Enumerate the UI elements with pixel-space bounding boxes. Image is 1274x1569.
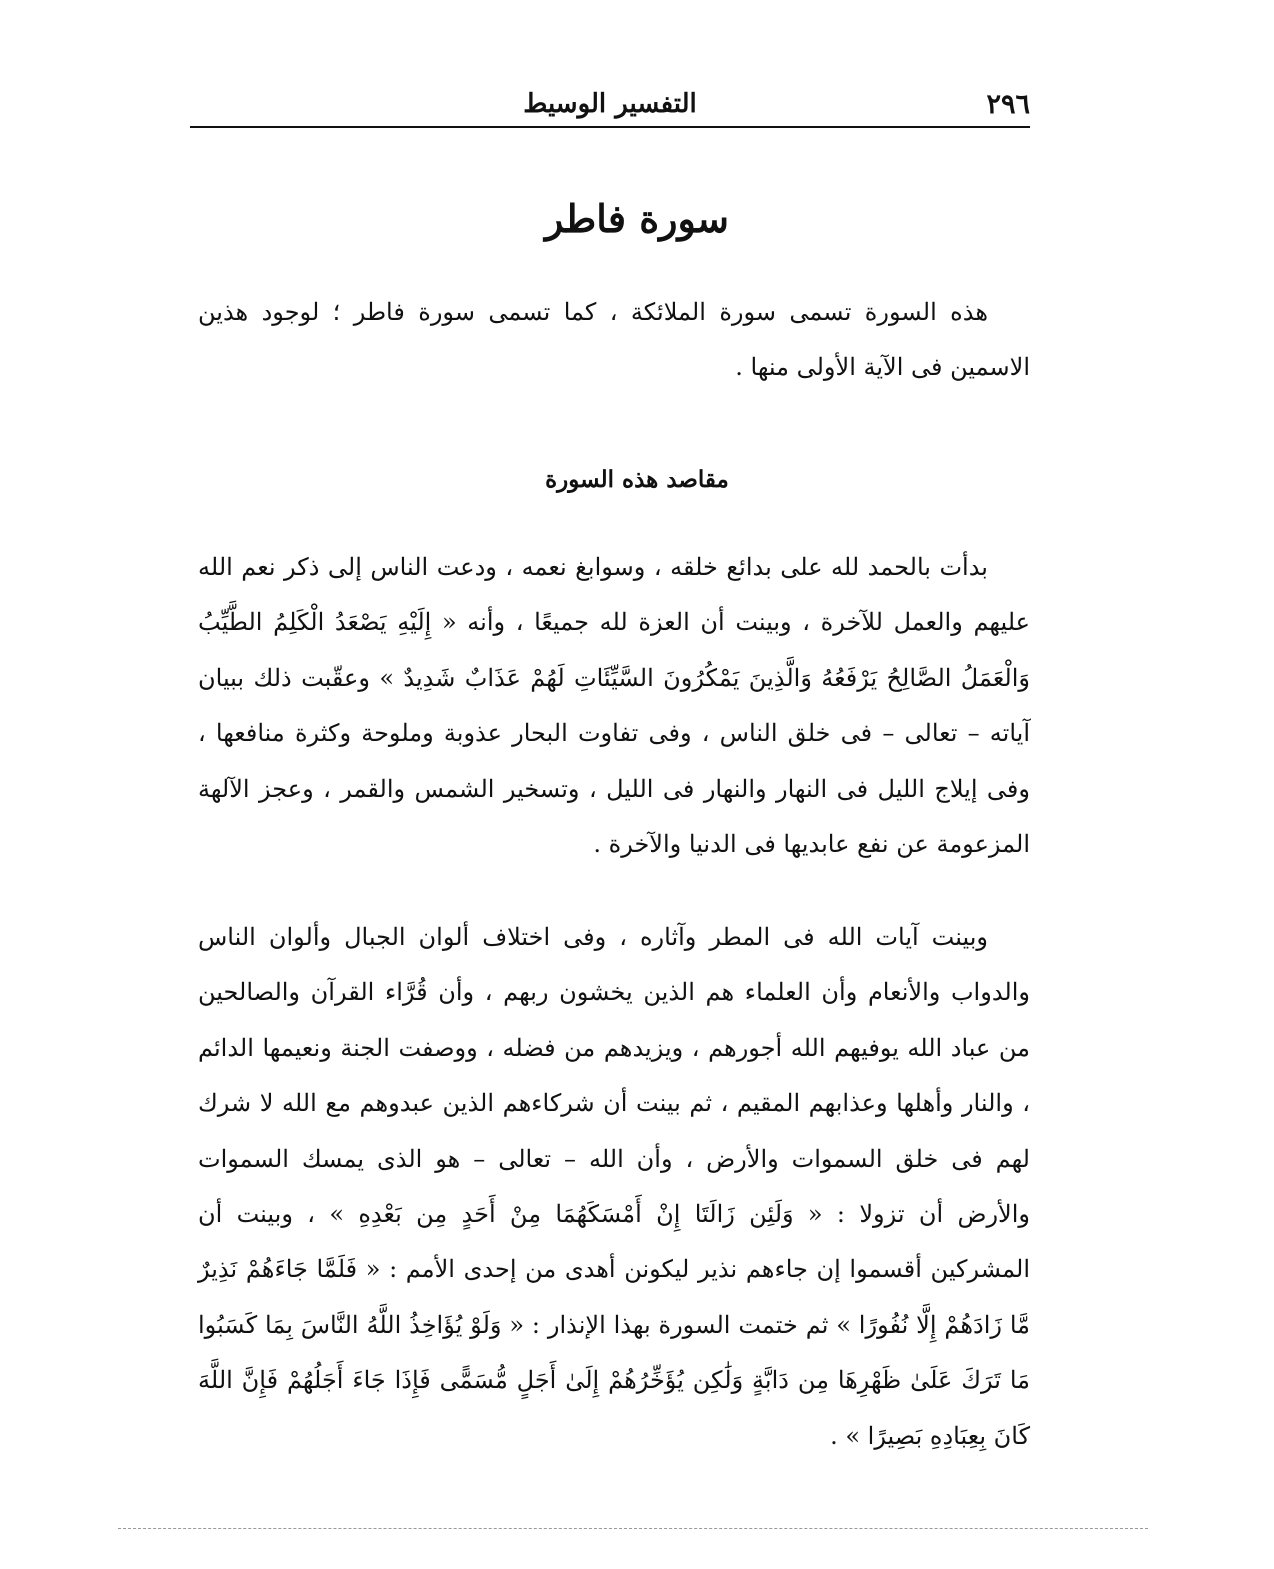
header-rule — [190, 126, 1030, 128]
section-heading: مقاصد هذه السورة — [545, 466, 729, 493]
intro-paragraph: هذه السورة تسمى سورة الملائكة ، كما تسمى سورة فاطر ؛ لوجود هذين الاسمين فى الآية الأولى منها . — [198, 298, 1030, 382]
page-header — [190, 82, 1030, 126]
body-paragraph-1: بدأت بالحمد لله على بدائع خلقه ، وسوابغ نعمه ، ودعت الناس إلى ذكر نعم الله عليهم والعمل للآخرة ، وبينت أن العزة لله جميعًا ، وأنه « إِلَيْهِ يَصْعَدُ الْكَلِمُ الطَّيِّبُ وَالْعَمَلُ الصَّالِحُ يَرْفَعُهُ وَالَّذِينَ يَمْكُرُونَ السَّيِّئَاتِ لَهُمْ عَذَابٌ شَدِيدٌ » وعقّبت ذلك ببيان آياته – تعالى – فى خلق الناس ، وفى تفاوت البحار عذوبة وملوحة وكثرة منافعها ، وفى إيلاج الليل فى النهار والنهار فى الليل ، وتسخير الشمس والقمر ، وعجز الآلهة المزعومة عن نفع عابديها فى الدنيا والآخرة . — [198, 553, 1030, 859]
page-number: ٢٩٦ — [986, 88, 1030, 120]
page-bottom-edge — [118, 1528, 1148, 1529]
body-paragraph-2: وبينت آيات الله فى المطر وآثاره ، وفى اختلاف ألوان الجبال وألوان الناس والدواب والأنعام وأن العلماء هم الذين يخشون ربهم ، وأن قُرَّاء القرآن والصالحين من عباد الله يوفيهم الله أجورهم ، ويزيدهم من فضله ، ووصفت الجنة ونعيمها الدائم ، والنار وأهلها وعذابهم المقيم ، ثم بينت أن شركاءهم الذين عبدوهم مع الله لا شرك لهم فى خلق السموات والأرض ، وأن الله – تعالى – هو الذى يمسك السموات والأرض أن تزولا : « وَلَئِن زَالَتَا إِنْ أَمْسَكَهُمَا مِنْ أَحَدٍ مِن بَعْدِهِ » ، وبينت أن المشركين أقسموا إن جاءهم نذير ليكونن أهدى من إحدى الأمم : « فَلَمَّا جَاءَهُمْ نَذِيرٌ مَّا زَادَهُمْ إِلَّا نُفُورًا » ثم ختمت السورة بهذا الإنذار : « وَلَوْ يُؤَاخِذُ اللَّهُ النَّاسَ بِمَا كَسَبُوا مَا تَرَكَ عَلَىٰ ظَهْرِهَا مِن دَابَّةٍ وَلَٰكِن يُؤَخِّرُهُمْ إِلَىٰ أَجَلٍ مُّسَمًّى فَإِذَا جَاءَ أَجَلُهُمْ فَإِنَّ اللَّهَ كَانَ بِعِبَادِهِ بَصِيرًا » . — [198, 923, 1030, 1450]
running-title: التفسير الوسيط — [523, 89, 697, 119]
surah-title: سورة فاطر — [545, 196, 729, 241]
